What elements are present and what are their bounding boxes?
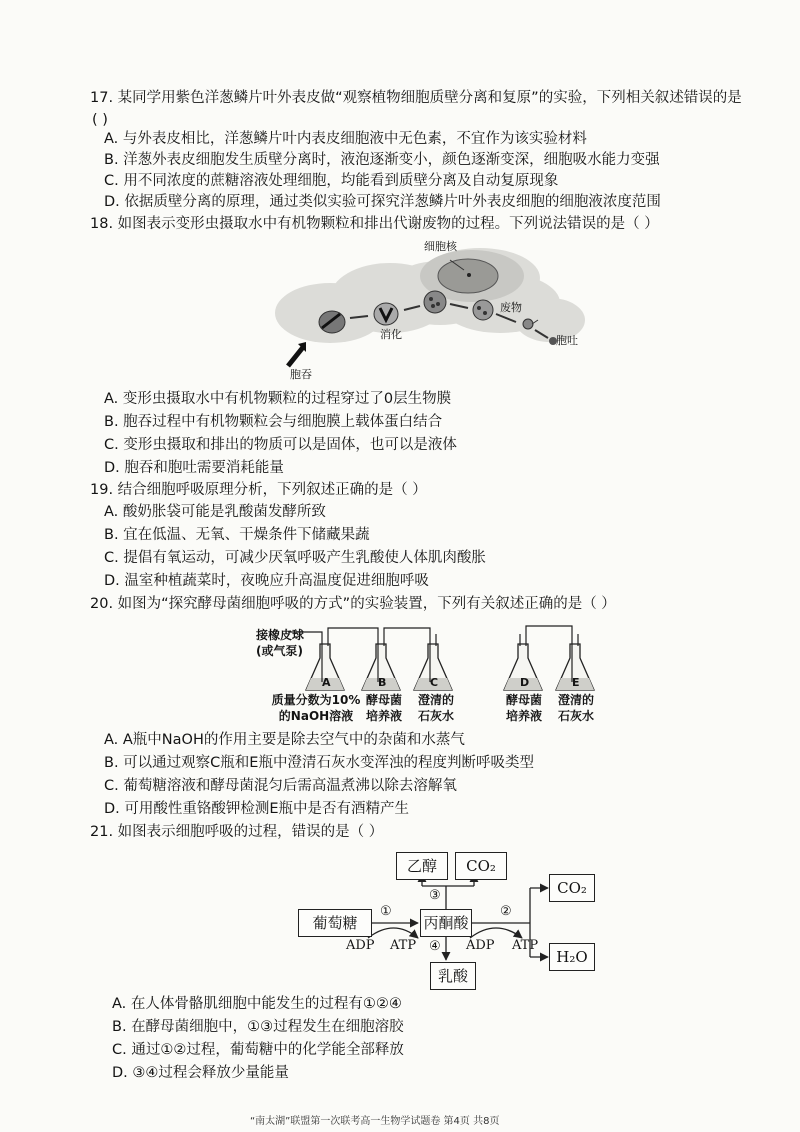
flask-e-letter: E	[572, 676, 580, 689]
flask-b-letter: B	[378, 676, 387, 689]
flask-c-letter: C	[430, 676, 439, 689]
q19-option-b: B. 宜在低温、无氧、干燥条件下储藏果蔬	[104, 527, 370, 543]
q18-option-c: C. 变形虫摄取和排出的物质可以是固体，也可以是液体	[104, 437, 457, 453]
label-yeast-d-line2: 培养液	[505, 709, 542, 723]
atp-label-2: ATP	[512, 938, 539, 953]
co2-top-box: CO₂	[455, 852, 507, 880]
label-limewater-e-line2: 石灰水	[557, 709, 594, 723]
q18-option-d: D. 胞吞和胞吐需要消耗能量	[104, 460, 284, 476]
co2-right-box: CO₂	[549, 874, 595, 902]
q17-option-a: A. 与外表皮相比，洋葱鳞片叶内表皮细胞液中无色素，不宜作为该实验材料	[104, 131, 587, 147]
flask-d-letter: D	[520, 676, 530, 689]
q17-option-c: C. 用不同浓度的蔗糖溶液处理细胞，均能看到质壁分离及自动复原现象	[104, 173, 559, 189]
q21-option-b: B. 在酵母菌细胞中，①③过程发生在细胞溶胶	[112, 1019, 404, 1035]
water-box: H₂O	[549, 943, 595, 971]
label-exocytosis: 胞吐	[556, 334, 578, 347]
q18-option-b: B. 胞吞过程中有机物颗粒会与细胞膜上载体蛋白结合	[104, 414, 443, 430]
q20-option-c: C. 葡萄糖溶液和酵母菌混匀后需高温煮沸以除去溶解氧	[104, 778, 457, 794]
label-digestion: 消化	[380, 328, 402, 341]
q17-option-b: B. 洋葱外表皮细胞发生质壁分离时，液泡逐渐变小，颜色逐渐变深，细胞吸水能力变强	[104, 152, 660, 168]
label-naoh-line1: 质量分数为10%	[271, 693, 361, 707]
q20-option-d: D. 可用酸性重铬酸钾检测E瓶中是否有酒精产生	[104, 801, 410, 817]
q17-option-d: D. 依据质壁分离的原理，通过类似实验可探究洋葱鳞片叶外表皮细胞的细胞液浓度范围	[104, 194, 661, 210]
step-3-marker: ③	[429, 888, 441, 903]
pyruvate-box: 丙酮酸	[420, 909, 472, 937]
q21-option-c: C. 通过①②过程，葡萄糖中的化学能全部释放	[112, 1042, 404, 1058]
q19-option-a: A. 酸奶胀袋可能是乳酸菌发酵所致	[104, 504, 326, 520]
q18-stem: 18. 如图表示变形虫摄取水中有机物颗粒和排出代谢废物的过程。下列说法错误的是（ ）	[90, 216, 659, 232]
q20-option-a: A. A瓶中NaOH的作用主要是除去空气中的杂菌和水蒸气	[104, 732, 465, 748]
label-bulb-line2: (或气泵)	[256, 644, 303, 658]
q19-option-c: C. 提倡有氧运动，可减少厌氧呼吸产生乳酸使人体肌肉酸胀	[104, 550, 486, 566]
q20-option-b: B. 可以通过观察C瓶和E瓶中澄清石灰水变浑浊的程度判断呼吸类型	[104, 755, 534, 771]
q19-option-d: D. 温室种植蔬菜时，夜晚应升高温度促进细胞呼吸	[104, 573, 429, 589]
amoeba-figure	[270, 238, 590, 386]
q19-stem: 19. 结合细胞呼吸原理分析，下列叙述正确的是（ ）	[90, 482, 427, 498]
label-limewater-c-line2: 石灰水	[417, 709, 454, 723]
adp-label-2: ADP	[466, 938, 495, 953]
q21-option-a: A. 在人体骨骼肌细胞中能发生的过程有①②④	[112, 996, 402, 1012]
label-limewater-e-line1: 澄清的	[557, 693, 594, 707]
label-yeast-b-line2: 培养液	[365, 709, 402, 723]
label-waste: 废物	[500, 301, 522, 314]
label-endocytosis: 胞吞	[290, 368, 312, 381]
ethanol-box: 乙醇	[396, 852, 448, 880]
flask-apparatus	[300, 620, 600, 700]
step-4-marker: ④	[429, 939, 441, 954]
lactic-acid-box: 乳酸	[430, 962, 476, 990]
step-1-marker: ①	[380, 904, 392, 919]
flask-a-letter: A	[322, 676, 331, 689]
label-bulb-line1: 接橡皮球	[256, 628, 305, 642]
page-footer: “南太湖”联盟第一次联考高一生物学试题卷 第4页 共8页	[250, 1116, 500, 1127]
label-naoh-line2: 的NaOH溶液	[278, 709, 354, 723]
label-yeast-b-line1: 酵母菌	[365, 693, 402, 707]
q17-stem-line2: ( )	[92, 112, 108, 128]
adp-label-1: ADP	[346, 938, 375, 953]
atp-label-1: ATP	[390, 938, 417, 953]
q18-option-a: A. 变形虫摄取水中有机物颗粒的过程穿过了0层生物膜	[104, 391, 452, 407]
step-2-marker: ②	[500, 904, 512, 919]
q21-stem: 21. 如图表示细胞呼吸的过程，错误的是（ ）	[90, 824, 384, 840]
label-yeast-d-line1: 酵母菌	[505, 693, 542, 707]
q17-stem-line1: 17. 某同学用紫色洋葱鳞片叶外表皮做“观察植物细胞质壁分离和复原”的实验，下列相关叙述错误的是	[90, 90, 742, 106]
q21-option-d: D. ③④过程会释放少量能量	[112, 1065, 289, 1081]
label-limewater-c-line1: 澄清的	[417, 693, 454, 707]
label-nucleus: 细胞核	[424, 240, 457, 253]
glucose-box: 葡萄糖	[298, 909, 372, 937]
q20-stem: 20. 如图为“探究酵母菌细胞呼吸的方式”的实验装置，下列有关叙述正确的是（ ）	[90, 596, 616, 612]
